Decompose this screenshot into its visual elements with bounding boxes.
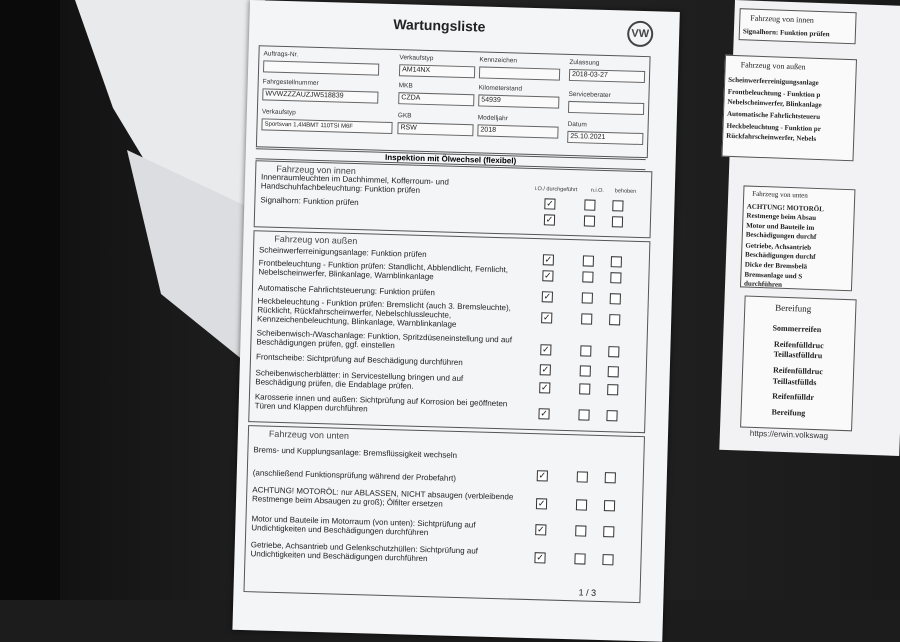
verkaufstyp2-label: Verkaufstyp (261, 108, 296, 117)
aussen-row-2: Automatische Fahrlichtsteuerung: Funktion prüfen (257, 283, 436, 298)
verkaufstyp-value: AM14NX (399, 64, 475, 78)
kilometerstand-value: 54939 (478, 94, 559, 108)
serviceberater-value (568, 101, 644, 115)
check-io: ✓ (540, 382, 549, 393)
right-unten-row-5: Beschädigungen durchf (744, 250, 816, 261)
page-number: 1 / 3 (578, 587, 597, 598)
right-aussen-box (722, 55, 857, 162)
check-nio (581, 313, 592, 324)
mkb-label: MKB (398, 82, 413, 90)
check-nio (584, 199, 595, 210)
check-behoben (603, 526, 614, 537)
section-aussen-title: Fahrzeug von außen (274, 233, 358, 247)
check-nio (577, 471, 588, 482)
check-nio (584, 215, 595, 226)
aussen-row-4: Scheibenwisch-/Waschanlage: Funktion, Spritzdüseneinstellung und auf Beschädigungen prüfen, ggf. einstellen (256, 328, 513, 351)
right-aussen-row-1: Frontbeleuchtung - Funktion p (727, 87, 821, 100)
col-nio: n.i.O. (590, 187, 605, 194)
check-behoben (608, 366, 619, 377)
check-behoben (606, 410, 617, 421)
right-aussen-row-0: Scheinwerferreinigungsanlage (728, 75, 819, 87)
unten-row-4: Getriebe, Achsantrieb und Gelenkschutzhüllen: Sichtprüfung auf Undichtigkeiten und Beschädigungen durchführen (250, 540, 479, 564)
right-bereifung-row-2: Teillastfülldru (773, 349, 823, 361)
check-io: ✓ (542, 312, 551, 323)
aussen-row-3: Heckbeleuchtung - Funktion prüfen: Bremslicht (auch 3. Bremsleuchte), Rücklicht, Rückfahrscheinwerfer, Nebelschlussleuchte, Kennzeichenbeleuchtung, Blinkanlage, Warnblinkanlage (256, 296, 512, 329)
check-io: ✓ (541, 364, 550, 375)
right-unten-row-6: Dicke der Bremsbelä (744, 260, 808, 271)
kilometerstand-label: Kilometerstand (478, 84, 523, 93)
kennzeichen-label: Kennzeichen (479, 56, 518, 65)
right-unten-row-4: Getriebe, Achsantrieb (745, 241, 812, 252)
check-io: ✓ (544, 254, 553, 265)
auftrags-label: Auftrags-Nr. (263, 50, 299, 59)
section-unten-title: Fahrzeug von unten (268, 428, 350, 441)
right-unten-box (740, 185, 855, 291)
col-io: i.O./ durchgeführt (534, 186, 578, 194)
right-bereifung-row-0: Sommerreifen (772, 323, 822, 335)
unten-row-3: Motor und Bauteile im Motorraum (von unten): Sichtprüfung auf Undichtigkeiten und Beschädigungen durchführen (251, 514, 476, 538)
check-behoben (609, 314, 620, 325)
aussen-row-1: Frontbeleuchtung - Funktion prüfen: Standlicht, Abblendlicht, Fernlicht, Nebelscheinwerfer, Blinkanlage, Warnblinkanlage (258, 258, 509, 282)
check-behoben (612, 216, 623, 227)
datum-value: 25.10.2021 (567, 131, 643, 145)
check-io: ✓ (543, 291, 552, 302)
modelljahr-value: 2018 (477, 124, 558, 138)
check-nio (582, 292, 593, 303)
check-io: ✓ (537, 498, 546, 509)
check-behoben (608, 346, 619, 357)
check-behoben (602, 554, 613, 565)
verkaufstyp2-value: Sportsvan 1,4l4BMT 110TSI M6F (261, 118, 392, 134)
check-io: ✓ (545, 214, 554, 225)
serviceberater-label: Serviceberater (568, 90, 611, 100)
vehicle-info-box (256, 45, 651, 158)
check-io: ✓ (536, 552, 544, 563)
check-nio (574, 553, 585, 564)
unten-row-2: ACHTUNG! MOTORÖL: nur ABLASSEN, NICHT absaugen (verbleibende Restmenge beim Absaugen zu groß); Ölfilter ersetzen (251, 485, 514, 509)
unten-row-0: Brems- und Kupplungsanlage: Bremsflüssigkeit wechseln (253, 445, 458, 460)
right-aussen-row-4: Heckbeleuchtung - Funktion pr (726, 121, 822, 134)
check-behoben (610, 272, 621, 283)
right-unten-row-1: Restmenge beim Absau (746, 211, 817, 222)
check-nio (576, 499, 587, 510)
zulassung-value: 2018-03-27 (569, 69, 645, 83)
check-behoben (604, 500, 615, 511)
sheet-title: Wartungsliste (393, 16, 486, 35)
unten-row-1: (anschließend Funktionsprüfung während der Probefahrt) (252, 468, 457, 483)
check-nio (580, 345, 591, 356)
right-unten-row-7: Bremsanlage und S (744, 270, 803, 281)
innen-row-0: Innenraumleuchten im Dachhimmel, Kofferroum- und Handschuhfachbeleuchtung: Funktion prüfen (260, 172, 450, 195)
check-io: ✓ (546, 198, 554, 209)
vw-logo-icon: VW (627, 21, 654, 48)
check-io: ✓ (538, 470, 547, 481)
check-behoben (612, 200, 623, 211)
dark-surface (0, 0, 60, 600)
aussen-row-7: Karosserie innen und außen: Sichtprüfung auf Korrosion bei geöffneten Türen und Klappen durchführen (254, 392, 508, 414)
right-bereifung-row-3: Reifenfülldruc (772, 365, 824, 377)
right-innen-box (739, 8, 857, 44)
gkb-value: RSW (397, 122, 473, 136)
maintenance-sheet (232, 0, 679, 642)
check-io: ✓ (541, 344, 550, 355)
check-nio (579, 383, 590, 394)
aussen-row-0: Scheinwerferreinigungsanlage: Funktion prüfen (258, 245, 427, 260)
fahrgestell-label: Fahrgestellnummer (262, 78, 319, 87)
check-behoben (605, 472, 616, 483)
right-innen-row: Signalhorn: Funktion prüfen (742, 27, 830, 39)
check-behoben (607, 384, 618, 395)
datum-label: Datum (567, 120, 587, 129)
modelljahr-label: Modelljahr (477, 114, 508, 123)
mkb-value: CZDA (398, 92, 474, 106)
right-aussen-row-3: Automatische Fahrlichtsteueru (726, 109, 821, 122)
verkaufstyp-label: Verkaufstyp (399, 54, 434, 63)
check-nio (582, 271, 593, 282)
right-bereifung-row-6: Bereifung (771, 407, 806, 418)
zulassung-label: Zulassung (569, 58, 600, 67)
right-aussen-title: Fahrzeug von außen (740, 60, 806, 72)
right-bereifung-row-1: Reifenfülldruc (773, 339, 824, 351)
check-nio (580, 365, 591, 376)
right-unten-title: Fahrzeug von unten (752, 189, 808, 200)
right-bereifung-title: Bereifung (775, 302, 812, 314)
section-innen-title: Fahrzeug von innen (276, 163, 356, 177)
right-unten-row-2: Motor und Bauteile im (745, 221, 815, 232)
right-aussen-row-5: Rückfahrscheinwerfer, Nebels (726, 131, 817, 143)
right-bereifung-row-5: Reifenfülldr (772, 391, 815, 402)
check-nio (578, 409, 589, 420)
check-behoben (611, 256, 622, 267)
right-bereifung-row-4: Teillastfüllds (772, 376, 817, 388)
auftrags-value (263, 60, 379, 75)
inspection-title: Inspektion mit Ölwechsel (flexibel) (256, 148, 646, 170)
kennzeichen-value (479, 66, 560, 80)
check-io: ✓ (540, 408, 548, 419)
check-behoben (610, 293, 621, 304)
aussen-row-6: Scheibenwischerblätter: in Servicestellung bringen und auf Beschädigung prüfen, die Endablage prüfen. (255, 368, 464, 391)
right-unten-row-0: ACHTUNG! MOTORÖL (746, 202, 824, 214)
check-io: ✓ (544, 270, 552, 281)
right-innen-title: Fahrzeug von innen (750, 13, 815, 25)
right-aussen-row-2: Nebelscheinwerfer, Blinkanlage (727, 97, 822, 110)
innen-row-1: Signalhorn: Funktion prüfen (260, 195, 359, 208)
second-sheet (719, 0, 900, 456)
check-nio (575, 525, 586, 536)
check-io: ✓ (536, 524, 545, 535)
col-behoben: behoben (614, 188, 637, 195)
fahrgestell-value: WVWZZZAUZJW518839 (262, 88, 378, 103)
right-unten-row-8: durchführen (743, 279, 783, 289)
right-unten-row-3: Beschädigungen durchf (745, 230, 817, 241)
check-nio (583, 255, 594, 266)
right-bereifung-box (740, 296, 857, 432)
url-text: https://erwin.volkswag (749, 428, 829, 441)
gkb-label: GKB (397, 112, 412, 120)
aussen-row-5: Frontscheibe: Sichtprüfung auf Beschädigung durchführen (255, 352, 463, 368)
